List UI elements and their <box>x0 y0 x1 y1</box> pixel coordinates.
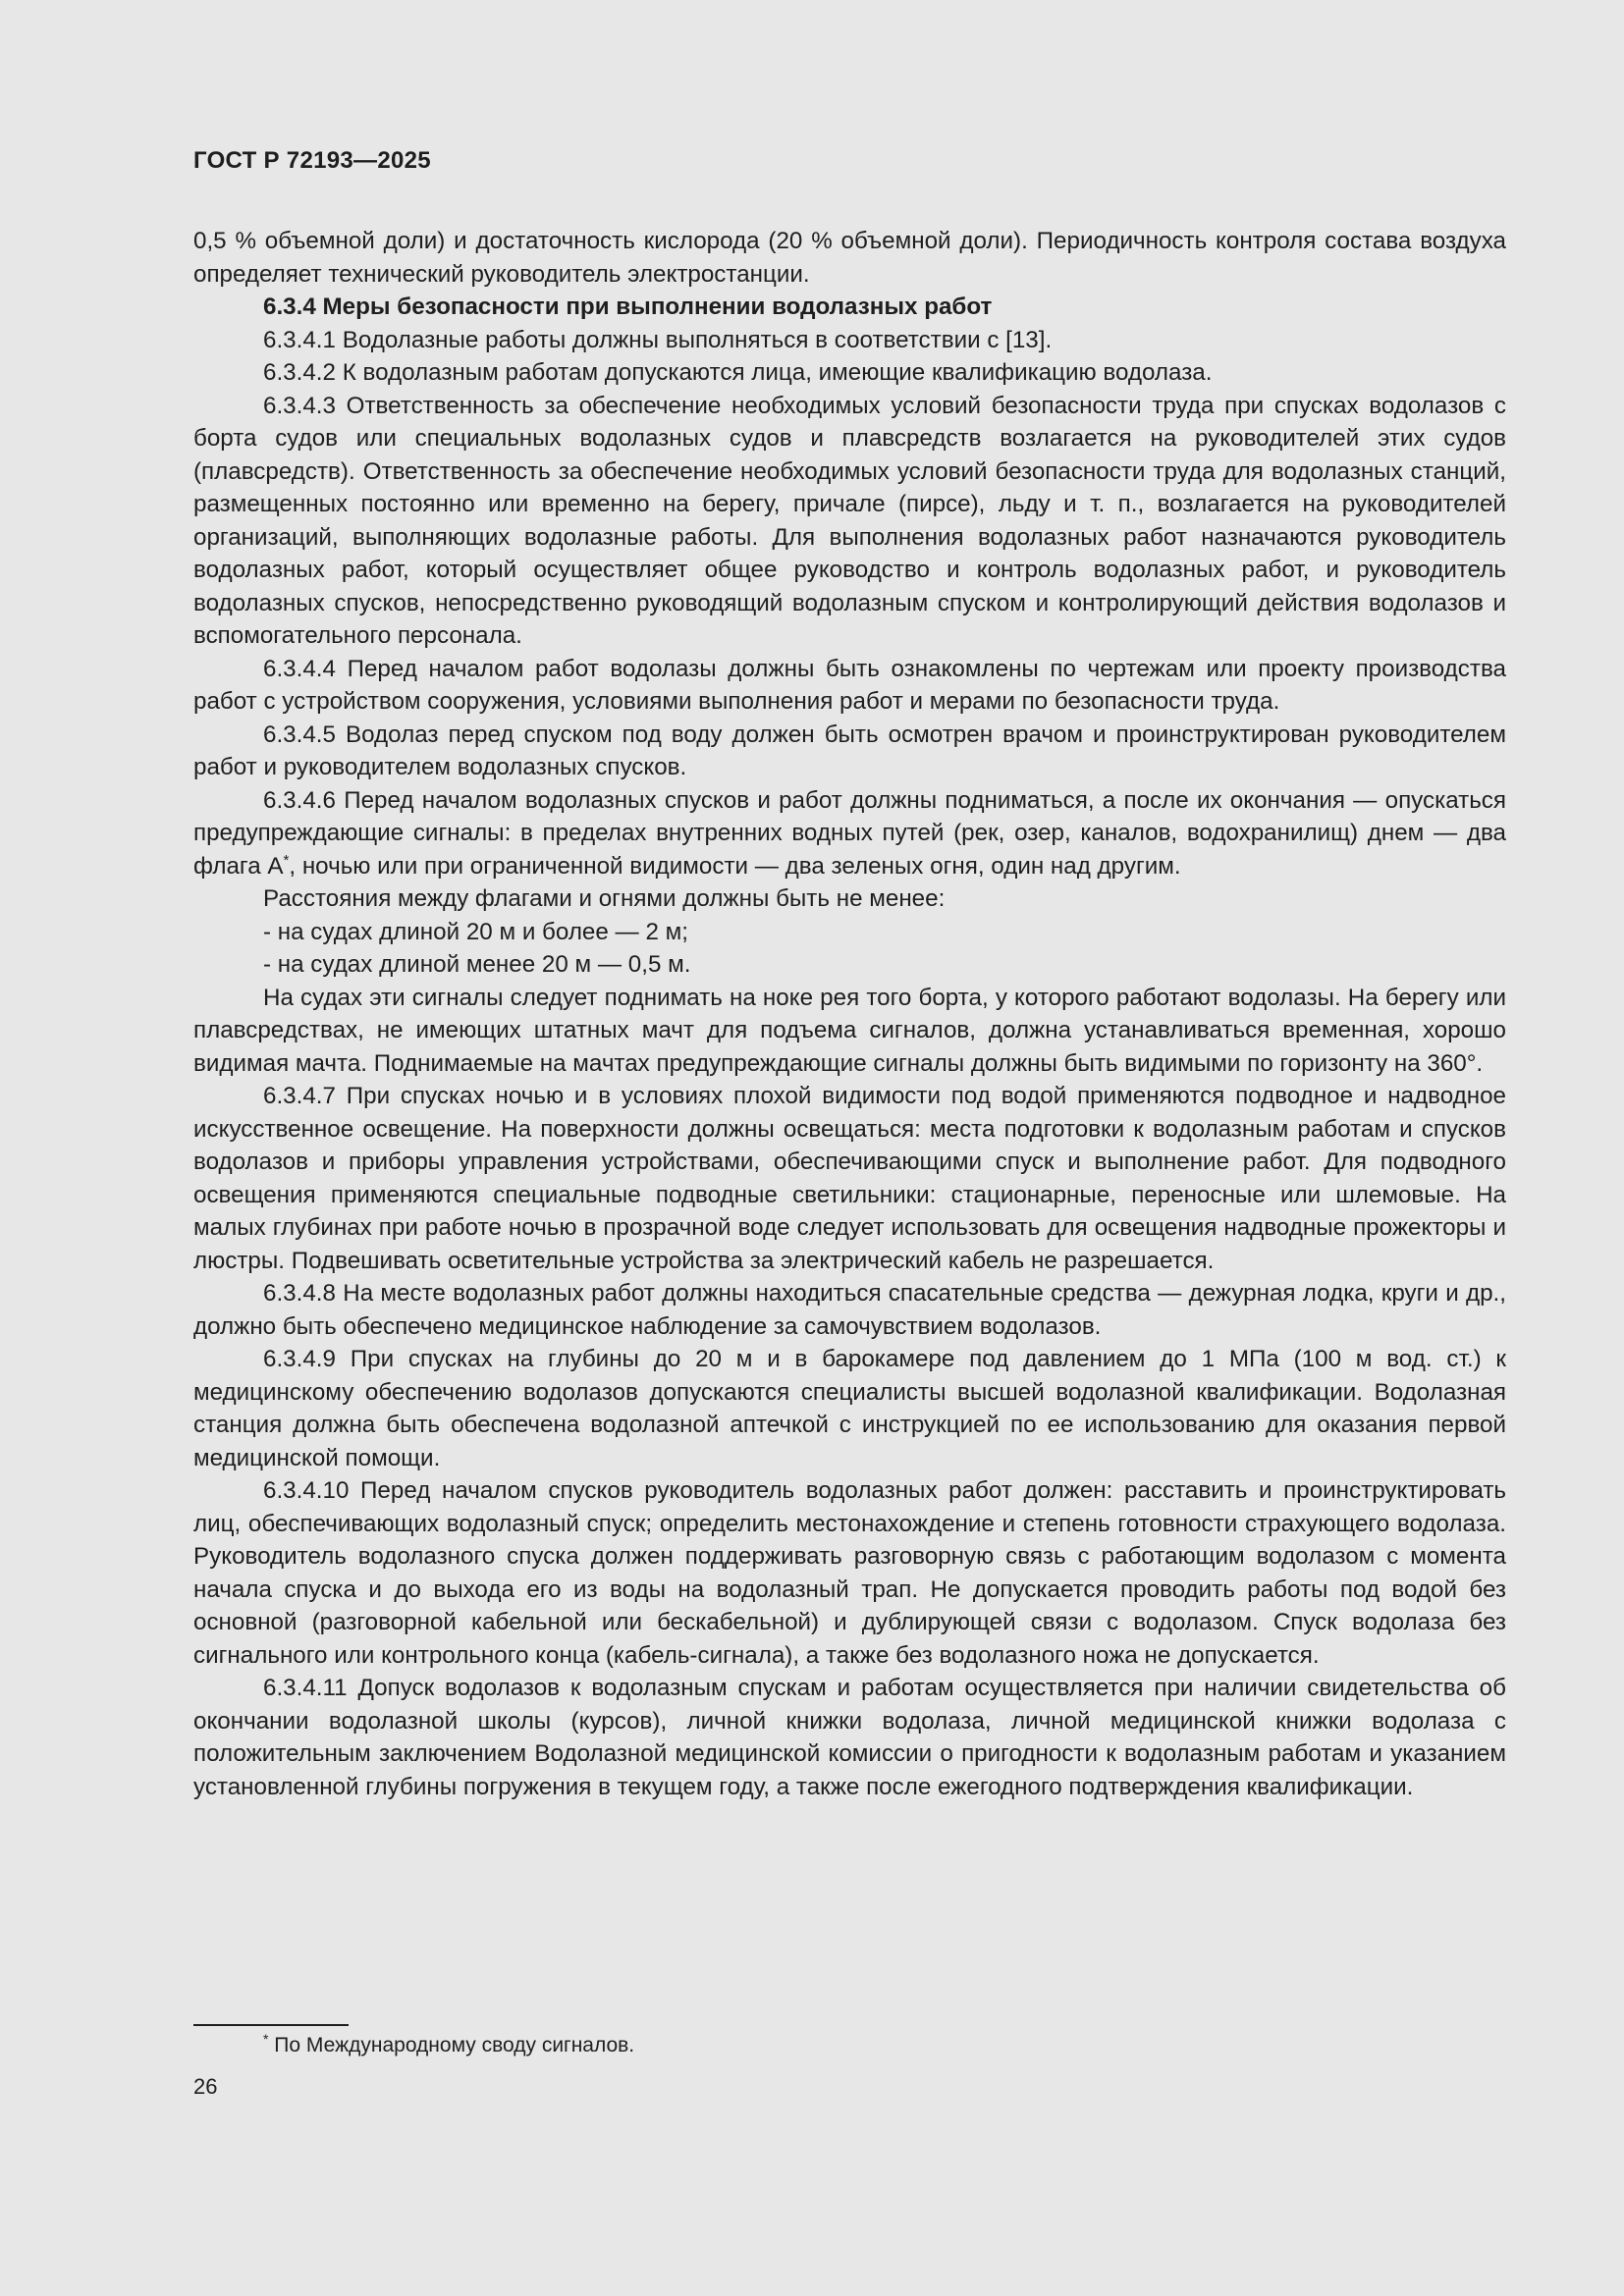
paragraph: 0,5 % объемной доли) и достаточность кислорода (20 % объемной доли). Периодичность контроля состава воздуха определяет технический руководитель электростанции. <box>193 228 1506 288</box>
paragraph: 6.3.4.1 Водолазные работы должны выполняться в соответствии с [13]. <box>263 326 1053 353</box>
paragraph: 6.3.4.10 Перед началом спусков руководитель водолазных работ должен: расставить и проинструктировать лиц, обеспечивающих водолазный спуск; определить местонахождение и степень готовности страхующего водолаза. Руководитель водолазного спуска должен поддерживать разговорную связь с работающим водолазом с момента начала спуска и до выхода его из воды на водолазный трап. Не допускается проводить работы под водой без основной (разговорной кабельной или бескабельной) и дублирующей связи с водолазом. Спуск водолаза без сигнального или контрольного конца (кабель-сигнала), а также без водолазного ножа не допускается. <box>193 1477 1506 1669</box>
footnote-reference: * <box>283 851 290 869</box>
footnote <box>263 2032 634 2059</box>
paragraph: 6.3.4.8 На месте водолазных работ должны находиться спасательные средства — дежурная лодка, круги и др., должно быть обеспечено медицинское наблюдение за самочувствием водолазов. <box>193 1280 1506 1340</box>
paragraph-with-footnote <box>193 784 1506 883</box>
footnote-text: По Международному своду сигналов. <box>274 2034 635 2056</box>
footnote-divider <box>193 2024 349 2026</box>
paragraph: Расстояния между флагами и огнями должны быть не менее: <box>263 885 946 912</box>
paragraph-text-after: , ночью или при ограниченной видимости — два зеленых огня, один над другим. <box>289 852 1181 880</box>
paragraph: 6.3.4.11 Допуск водолазов к водолазным спускам и работам осуществляется при наличии свидетельства об окончании водолазной школы (курсов), личной книжки водолаза, личной медицинской книжки водолаза с положительным заключением Водолазной медицинской комиссии о пригодности к водолазным работам и указанием установленной глубины погружения в текущем году, а также после ежегодного подтверждения квалификации. <box>193 1675 1506 1800</box>
paragraph: 6.3.4.9 При спусках на глубины до 20 м и в барокамере под давлением до 1 МПа (100 м вод. ст.) к медицинскому обеспечению водолазов допускаются специалисты высшей водолазной квалификации. Водолазная станция должна быть обеспечена водолазной аптечкой с инструкцией по ее использованию для оказания первой медицинской помощи. <box>193 1346 1506 1471</box>
paragraph-text-before: 6.3.4.6 Перед началом водолазных спусков и работ должны подниматься, а после их окончания — опускаться предупреждающие сигналы: в пределах внутренних водных путей (рек, озер, каналов, водохранилищ) днем — два флага А <box>193 786 1506 880</box>
document-header: ГОСТ Р 72193—2025 <box>193 147 431 174</box>
list-item: - на судах длиной 20 м и более — 2 м; <box>263 918 688 945</box>
footnote-mark: * <box>263 2031 269 2047</box>
paragraph: На судах эти сигналы следует поднимать на ноке рея того борта, у которого работают водолазы. На берегу или плавсредствах, не имеющих штатных мачт для подъема сигналов, должна устанавливаться временная, хорошо видимая мачта. Поднимаемые на мачтах предупреждающие сигналы должны быть видимыми по горизонту на 360°. <box>193 984 1506 1077</box>
body-text <box>193 225 1506 1803</box>
paragraph: 6.3.4.4 Перед началом работ водолазы должны быть ознакомлены по чертежам или проекту производства работ с устройством сооружения, условиями выполнения работ и мерами по безопасности труда. <box>193 655 1506 715</box>
section-heading: 6.3.4 Меры безопасности при выполнении водолазных работ <box>263 294 993 320</box>
page-number: 26 <box>193 2074 218 2099</box>
paragraph: 6.3.4.7 При спусках ночью и в условиях плохой видимости под водой применяются подводное и надводное искусственное освещение. На поверхности должны освещаться: места подготовки к водолазным работам и спусков водолазов и приборы управления устройствами, обеспечивающими спуск и выполнение работ. Для подводного освещения применяются специальные подводные светильники: стационарные, переносные или шлемовые. На малых глубинах при работе ночью в прозрачной воде следует использовать для освещения надводные прожекторы и люстры. Подвешивать осветительные устройства за электрический кабель не разрешается. <box>193 1083 1506 1274</box>
paragraph: 6.3.4.2 К водолазным работам допускаются лица, имеющие квалификацию водолаза. <box>263 359 1213 386</box>
paragraph: 6.3.4.3 Ответственность за обеспечение необходимых условий безопасности труда при спусках водолазов с борта судов или специальных водолазных судов и плавсредств возлагается на руководителей этих судов (плавсредств). Ответственность за обеспечение необходимых условий безопасности труда для водолазных станций, размещенных постоянно или временно на берегу, причале (пирсе), льду и т. п., возлагается на руководителей организаций, выполняющих водолазные работы. Для выполнения водолазных работ назначаются руководитель водолазных работ, который осуществляет общее руководство и контроль водолазных работ, и руководитель водолазных спусков, непосредственно руководящий водолазным спуском и контролирующий действия водолазов и вспомогательного персонала. <box>193 392 1506 649</box>
list-item: - на судах длиной менее 20 м — 0,5 м. <box>263 951 691 978</box>
paragraph: 6.3.4.5 Водолаз перед спуском под воду должен быть осмотрен врачом и проинструктирован руководителем работ и руководителем водолазных спусков. <box>193 721 1506 780</box>
